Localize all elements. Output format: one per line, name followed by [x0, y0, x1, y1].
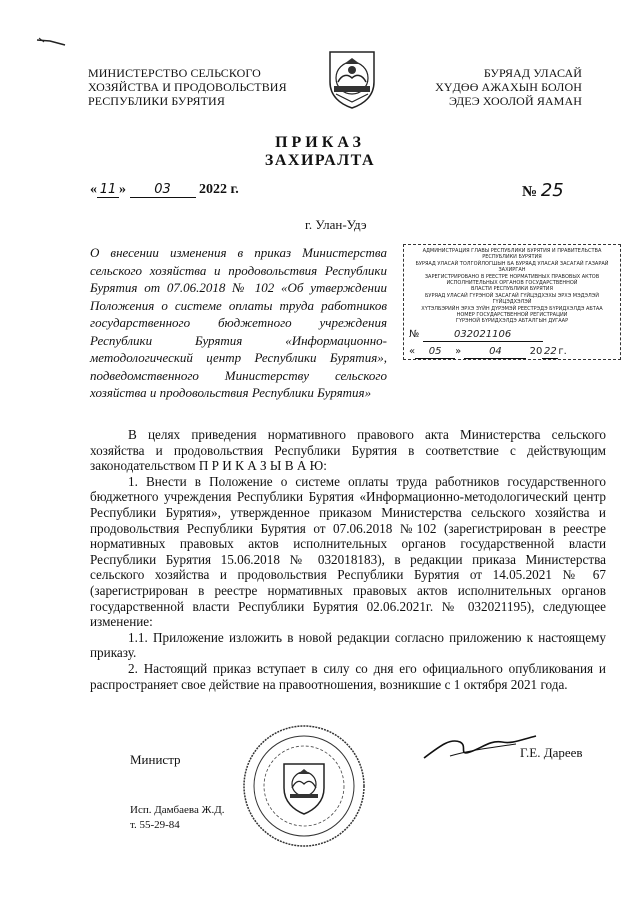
stamp-date-open: « [409, 345, 416, 357]
number-value: 25 [540, 180, 564, 201]
stamp-line: ЗАРЕГИСТРИРОВАНО В РЕЕСТРЕ НОРМАТИВНЫХ ПРАВОВЫХ АКТОВ [424, 273, 600, 280]
stamp-line: БУРЯАД УЛАСАЙ ГҮРЭНОЙ ЗАСАГАЙ ГҮЙЦЭДХЭХЫ ЭРХЭ МЭДЭЛЭЙ ГҮЙЦЭДХЭЛЭЙ [425, 292, 599, 306]
stamp-date-suffix: г. [558, 345, 567, 357]
coat-of-arms-icon [322, 48, 382, 110]
ministry-name-bua-line: БУРЯАД УЛАСАЙ [483, 66, 582, 80]
stamp-line: БУРЯАД УЛАСАЙ ТОЛГОЙЛОГШЫН БА БУРЯАД УЛАСАЙ ЗАСАГАЙ ГАЗАРАЙ ЗАХИРГАН [415, 260, 609, 274]
date-quote-open: « [90, 182, 97, 197]
executor-name: Исп. Дамбаева Ж.Д. [130, 804, 225, 816]
ministry-name-ru-line: РЕСПУБЛИКИ БУРЯТИЯ [88, 94, 225, 108]
number-sign: № [522, 184, 538, 200]
stamp-line: ВЛАСТИ РЕСПУБЛИКИ БУРЯТИЯ [470, 286, 553, 293]
city: г. Улан-Удэ [305, 217, 367, 232]
document-title-bua: ЗАХИРАЛТА [264, 152, 376, 169]
stamp-date-day: 05 [415, 345, 455, 359]
document-title: ПРИКАЗ [275, 134, 365, 151]
signatory-name: Г.Е. Дареев [520, 745, 583, 760]
order-date [90, 182, 239, 198]
executor-info [130, 803, 224, 833]
ministry-name-bua-line: ХҮДӨӨ АЖАХЫН БОЛОН [435, 80, 582, 94]
order-body [90, 427, 606, 692]
item-1: 1. Внести в Положение о системе оплаты труда работников государственного бюджетного учреждения Республики Бурятия «Информационно-методологический центр Республики Бурятия», утвержденное приказом Министерства сельского хозяйства и продовольствия Республики Бурятия от 07.06.2018 №102 (зарегистрирован в реестре нормативных правовых актов исполнительных органов государственной власти Республики Бурятия 15.06.2018 № 032018183), в редакции приказа Министерства сельского хозяйства и продовольствия Республики Бурятия от 14.05.2021 № 67 (зарегистрирован в реестре нормативных правовых актов исполнительных органов государственной власти Республики Бурятия 02.06.2021г. № 032021195), следующее изменение: [90, 473, 606, 630]
stamp-date-year-prefix: 20 [529, 345, 543, 357]
ministry-name-bua [382, 66, 582, 108]
order-number [522, 180, 564, 201]
date-day: 11 [97, 182, 119, 198]
stamp-line: ХҮТЭЛБЭРИЙН ЭРХЭ ЗҮЙН ДҮРЭМЭЙ РЕЕСТРЭДЭ БҮРИДХЭЛДЭ АБТАА [421, 305, 603, 312]
pen-mark-icon [36, 36, 66, 46]
item-2: 2. Настоящий приказ вступает в силу со дня его официального опубликования и распространяет свое действие на правоотношения, возникшие с 1 октября 2021 года. [90, 660, 606, 692]
ministry-name-ru-line: МИНИСТЕРСТВО СЕЛЬСКОГО [88, 66, 261, 80]
stamp-date-close: » [455, 345, 462, 357]
ministry-name-ru-line: ХОЗЯЙСТВА И ПРОДОВОЛЬСТВИЯ [88, 80, 287, 94]
preamble: В целях приведения нормативного правового акта Министерства сельского хозяйства и продовольствия Республики Бурятия в соответствие с действующим законодательством П Р И К А З Ы В А Ю: [90, 427, 606, 474]
stamp-reg-value: 032021106 [423, 328, 543, 342]
stamp-date-month: 04 [464, 345, 526, 359]
stamp-line: АДМИНИСТРАЦИЯ ГЛАВЫ РЕСПУБЛИКИ БУРЯТИЯ И ПРАВИТЕЛЬСТВА РЕСПУБЛИКИ БУРЯТИЯ [422, 248, 602, 261]
order-subject: О внесении изменения в приказ Министерства сельского хозяйства и продовольствия Республики Бурятия от 07.06.2018 № 102 «Об утверждении Положения о системе оплаты труда работников государственного бюджетного учреждения Республики Бурятия «Информационно-методологический центр Республики Бурятия», подведомственного Министерству сельского хозяйства и продовольствия Республики Бурятия» [90, 245, 387, 400]
stamp-line: ИСПОЛНИТЕЛЬНЫХ ОРГАНОВ ГОСУДАРСТВЕННОЙ [446, 280, 578, 287]
stamp-date-year: 22 [543, 345, 557, 357]
registration-stamp [403, 244, 621, 360]
official-seal-icon [240, 722, 368, 850]
stamp-line: НОМЕР ГОСУДАРСТВЕННОЙ РЕГИСТРАЦИИ [456, 312, 568, 319]
item-1-1: 1.1. Приложение изложить в новой редакции согласно приложению к настоящему приказу. [90, 629, 606, 661]
ministry-name-ru [88, 66, 298, 108]
stamp-reg-date [409, 345, 615, 359]
stamp-reg-sign: № [409, 328, 420, 340]
date-year: 2022 г. [199, 182, 239, 197]
ministry-name-bua-line: ЭДЕЭ ХООЛОЙ ЯАМАН [449, 94, 582, 108]
stamp-line: ГҮРЭНОЙ БҮРИДХЭЛДЭ АБТАЛГЫН ДУГААР [455, 318, 569, 325]
executor-phone: т. 55-29-84 [130, 819, 180, 831]
date-quote-close: » [119, 182, 126, 197]
date-month: 03 [130, 182, 196, 198]
signatory-role: Министр [130, 752, 181, 767]
stamp-reg-number [409, 328, 615, 342]
